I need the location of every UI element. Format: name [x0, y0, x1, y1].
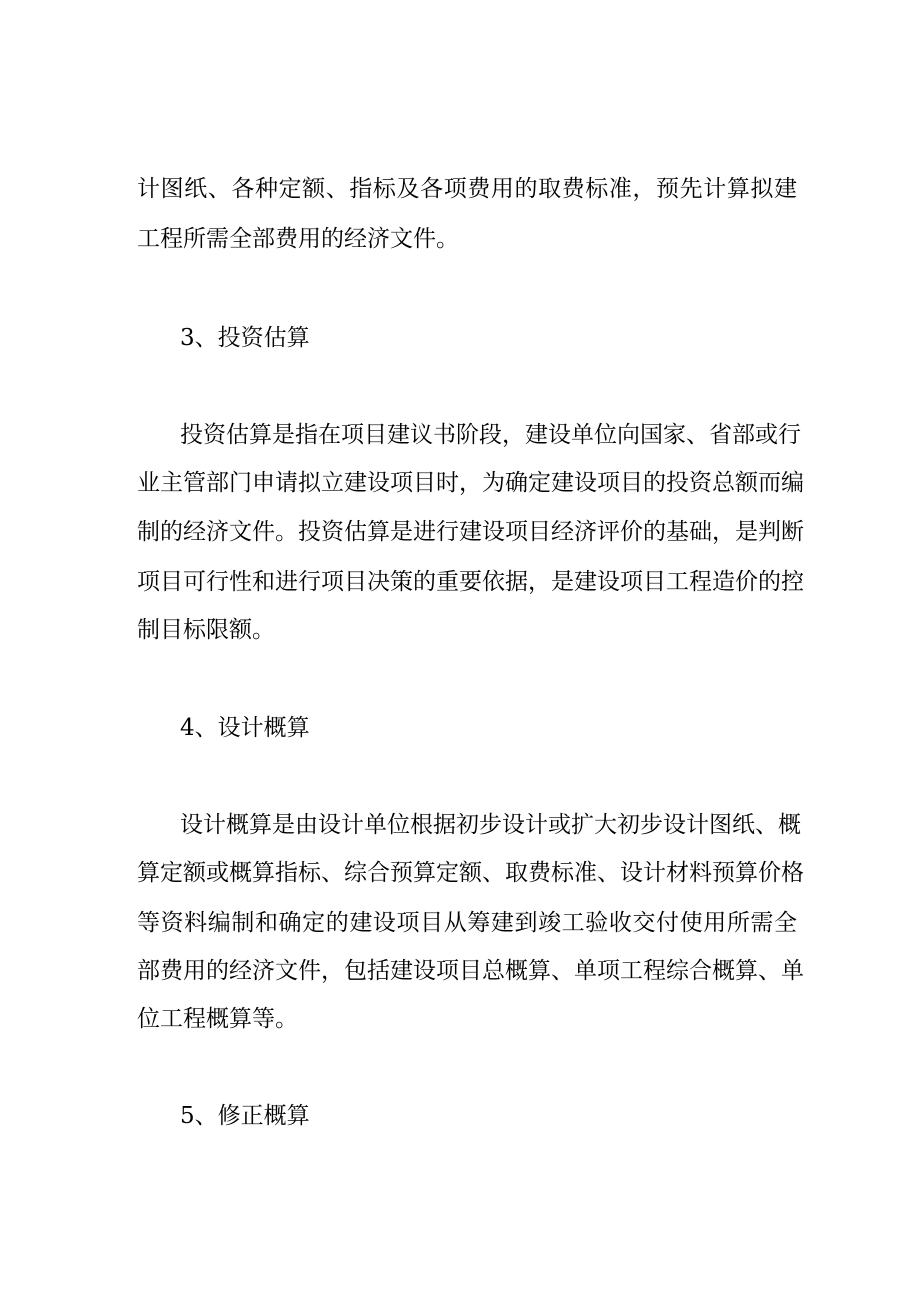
intro-line-1: 计图纸、各种定额、指标及各项费用的取费标准，预先计算拟建 — [137, 176, 797, 202]
section-3-line-3: 制的经济文件。投资估算是进行建设项目经济评价的基础，是判断 — [137, 519, 804, 545]
section-4-heading: 4、设计概算 — [180, 715, 310, 741]
section-4-line-1: 设计概算是由设计单位根据初步设计或扩大初步设计图纸、概 — [180, 812, 801, 838]
section-3-heading: 3、投资估算 — [180, 325, 310, 351]
intro-line-2: 工程所需全部费用的经济文件。 — [137, 226, 459, 252]
section-4-line-3: 等资料编制和确定的建设项目从筹建到竣工验收交付使用所需全 — [137, 910, 797, 936]
section-5-heading: 5、修正概算 — [180, 1103, 310, 1129]
section-3-line-1: 投资估算是指在项目建议书阶段，建设单位向国家、省部或行 — [180, 422, 801, 448]
section-4-line-5: 位工程概算等。 — [137, 1006, 298, 1032]
section-3-line-4: 项目可行性和进行项目决策的重要依据，是建设项目工程造价的控 — [137, 569, 804, 595]
section-3-line-2: 业主管部门申请拟立建设项目时，为确定建设项目的投资总额而编 — [137, 470, 804, 496]
section-4-line-4: 部费用的经济文件，包括建设项目总概算、单项工程综合概算、单 — [137, 958, 804, 984]
section-3-line-5: 制目标限额。 — [137, 617, 275, 643]
section-4-line-2: 算定额或概算指标、综合预算定额、取费标准、设计材料预算价格 — [137, 860, 804, 886]
